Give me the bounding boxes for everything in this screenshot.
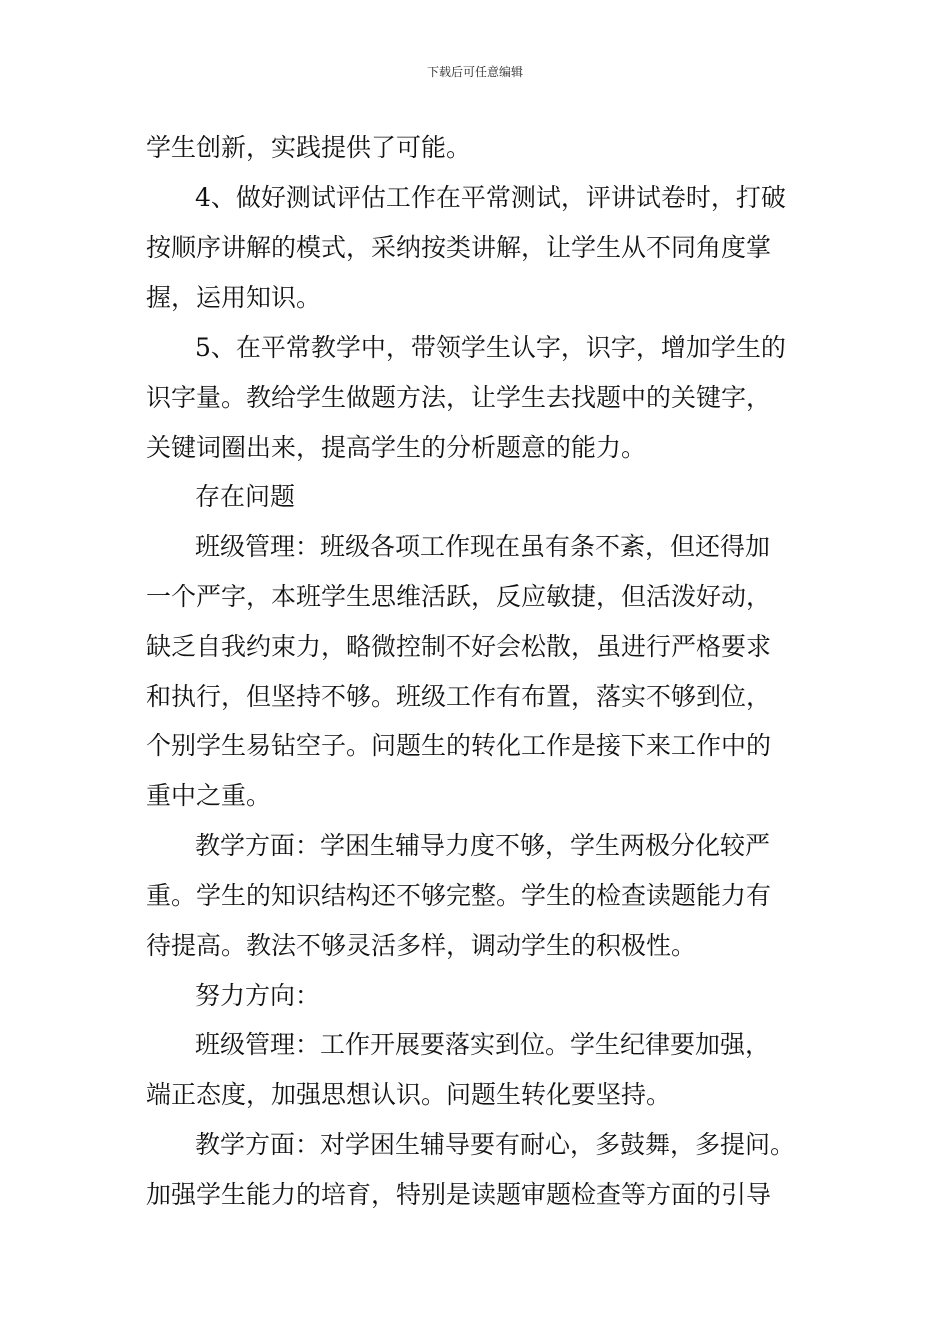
text-line: 班级管理：工作开展要落实到位。学生纪律要加强， (195, 1030, 771, 1059)
text-line: 一个严字，本班学生思维活跃，反应敏捷，但活泼好动， (146, 582, 772, 611)
text-line: 5、在平常教学中，带领学生认字，识字，增加学生的 (195, 333, 786, 362)
section-heading: 努力方向： (195, 981, 321, 1010)
text-line: 按顺序讲解的模式，采纳按类讲解，让学生从不同角度掌 (146, 233, 772, 262)
text-line: 学生创新，实践提供了可能。 (146, 133, 472, 162)
text-line: 重。学生的知识结构还不够完整。学生的检查读题能力有 (146, 881, 772, 910)
text-line: 个别学生易钻空子。问题生的转化工作是接下来工作中的 (146, 731, 772, 760)
section-heading: 存在问题 (195, 482, 296, 511)
text-line: 待提高。教法不够灵活多样，调动学生的积极性。 (146, 931, 697, 960)
text-line: 握，运用知识。 (146, 283, 322, 312)
text-line: 端正态度，加强思想认识。问题生转化要坚持。 (146, 1080, 672, 1109)
text-line: 加强学生能力的培育，特别是读题审题检查等方面的引导 (146, 1180, 772, 1209)
page-header: 下载后可任意编辑 (426, 65, 523, 79)
text-line: 关键词圈出来，提高学生的分析题意的能力。 (146, 433, 647, 462)
text-line: 缺乏自我约束力，略微控制不好会松散，虽进行严格要求 (146, 632, 772, 661)
text-line: 教学方面：对学困生辅导要有耐心，多鼓舞，多提问。 (195, 1130, 796, 1159)
text-line: 重中之重。 (146, 781, 272, 810)
text-line: 4、做好测试评估工作在平常测试，评讲试卷时，打破 (195, 183, 786, 212)
text-line: 和执行，但坚持不够。班级工作有布置，落实不够到位， (146, 682, 772, 711)
text-line: 识字量。教给学生做题方法，让学生去找题中的关键字， (146, 383, 772, 412)
text-line: 班级管理：班级各项工作现在虽有条不紊，但还得加 (195, 532, 771, 561)
text-line: 教学方面：学困生辅导力度不够，学生两极分化较严 (195, 831, 771, 860)
